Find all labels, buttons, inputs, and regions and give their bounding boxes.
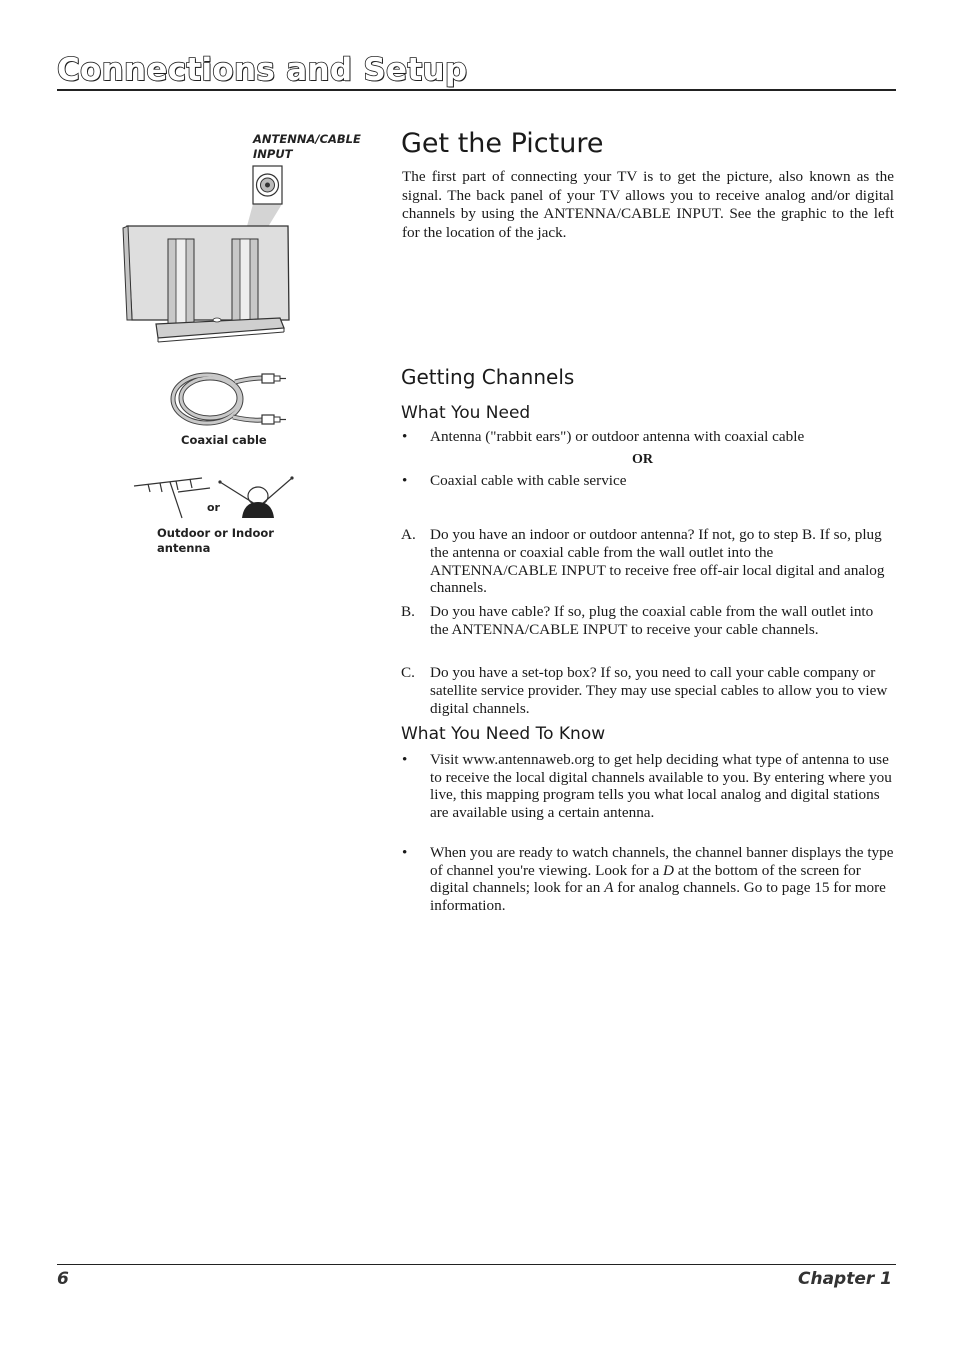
- bullet: •: [402, 844, 408, 861]
- step-marker: C.: [401, 664, 415, 681]
- step-c: [401, 664, 895, 717]
- list-item-text: Coaxial cable with cable service: [430, 472, 627, 489]
- or-separator: OR: [632, 452, 653, 467]
- getting-channels-title: Getting Channels: [401, 365, 575, 389]
- step-marker: B.: [401, 603, 415, 620]
- text-segment: for analog channels. Go to page 15 for more information.: [430, 879, 886, 914]
- section-title: Connections and Setup: [57, 52, 468, 88]
- bullet: •: [402, 751, 408, 768]
- coaxial-cable-illustration: [165, 368, 290, 430]
- what-you-need-title: What You Need: [401, 403, 531, 423]
- antenna-cable-input-label: ANTENNA/CABLE INPUT: [253, 132, 361, 161]
- header-rule: [57, 89, 896, 91]
- step-marker: A.: [401, 526, 416, 543]
- outdoor-indoor-antenna-label: Outdoor or Indoor antenna: [157, 526, 274, 555]
- list-item-text: Antenna ("rabbit ears") or outdoor antenna with coaxial cable: [430, 428, 805, 445]
- analog-marker-letter: A: [604, 879, 614, 897]
- list-item: [402, 472, 894, 490]
- outdoor-antenna-icon: [134, 478, 210, 518]
- list-item: [402, 844, 894, 914]
- list-item: [402, 428, 894, 446]
- text-segment: at the bottom of the screen for digital channels; look for an: [430, 861, 861, 897]
- text-segment: When you are ready to watch channels, the channel banner displays the type of channel you're viewing. Look for a: [430, 844, 894, 879]
- step-text: Do you have cable? If so, plug the coaxial cable from the wall outlet into the ANTENNA/CABLE INPUT to receive your cable channels.: [430, 603, 874, 638]
- bullet: •: [402, 472, 408, 489]
- antenna-or-label: or: [207, 501, 220, 514]
- step-text: Do you have a set-top box? If so, you need to call your cable company or satellite service provider. They may use special cables to allow you to view digital channels.: [430, 664, 888, 717]
- footer-rule: [57, 1264, 896, 1265]
- get-the-picture-body: The first part of connecting your TV is to get the picture, also known as the signal. The back panel of your TV allows you to receive analog and/or digital channels by using the ANTENNA/CABLE INPUT. See the graphic to the left for the location of the jack.: [402, 168, 894, 241]
- list-item-text: Visit www.antennaweb.org to get help deciding what type of antenna to use to receive the local digital channels available to you. By entering where you live, this mapping program tells you what local analog and digital stations are available using a certain antenna.: [430, 751, 892, 821]
- page-number: 6: [57, 1269, 69, 1289]
- chapter-label: Chapter 1: [797, 1269, 892, 1289]
- step-text: Do you have an indoor or outdoor antenna? If not, go to step B. If so, plug the antenna or coaxial cable from the wall outlet into the ANTENNA/CABLE INPUT to receive free off-air local digital and analog channels.: [430, 526, 885, 597]
- tv-back-panel-illustration: [120, 160, 300, 345]
- get-the-picture-title: Get the Picture: [401, 128, 604, 159]
- bullet: •: [402, 428, 408, 445]
- coaxial-cable-label: Coaxial cable: [181, 433, 267, 447]
- what-you-need-to-know-title: What You Need To Know: [401, 724, 606, 744]
- digital-marker-letter: D: [663, 861, 674, 879]
- list-item-text: [430, 844, 894, 914]
- step-b: [401, 603, 895, 639]
- list-item: [402, 751, 894, 821]
- rabbit-ears-antenna-icon: [218, 476, 293, 518]
- step-a: [401, 526, 895, 597]
